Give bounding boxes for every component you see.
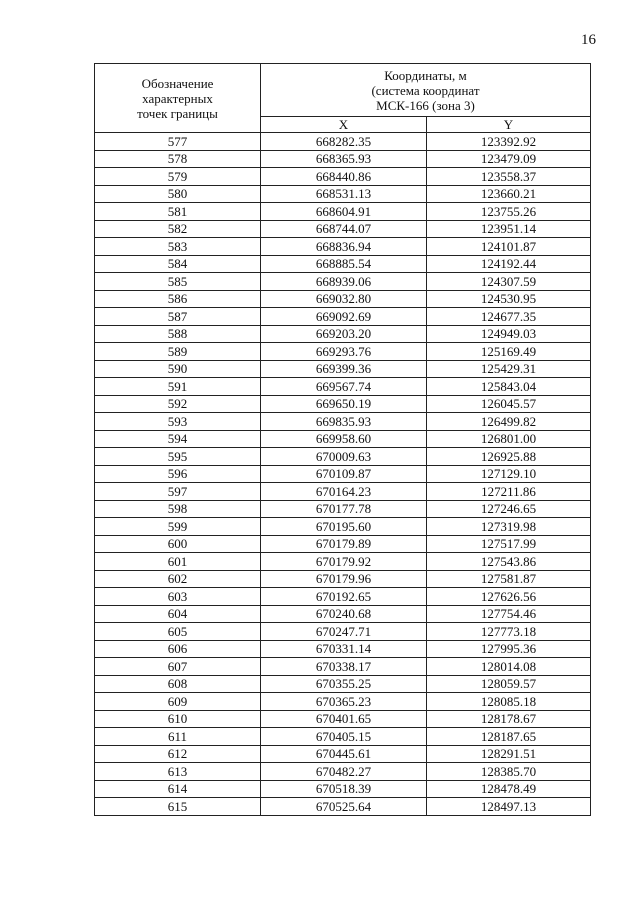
y-coordinate-cell: 128059.57 <box>427 675 591 693</box>
x-coordinate-cell: 669203.20 <box>261 325 427 343</box>
table-row <box>95 395 591 413</box>
point-cell: 588 <box>95 325 261 343</box>
table-row <box>95 220 591 238</box>
y-coordinate-cell: 124530.95 <box>427 290 591 308</box>
page-number: 16 <box>581 32 596 48</box>
x-coordinate-cell: 670240.68 <box>261 605 427 623</box>
table-row <box>95 413 591 431</box>
x-coordinate-cell: 668939.06 <box>261 273 427 291</box>
point-cell: 589 <box>95 343 261 361</box>
y-coordinate-cell: 128187.65 <box>427 728 591 746</box>
y-coordinate-cell: 124307.59 <box>427 273 591 291</box>
y-coordinate-cell: 126499.82 <box>427 413 591 431</box>
coords-header-line: МСК-166 (зона 3) <box>376 97 475 113</box>
y-coordinate-cell: 127211.86 <box>427 483 591 501</box>
y-column-header: Y <box>427 117 591 133</box>
x-coordinate-cell: 670164.23 <box>261 483 427 501</box>
x-coordinate-cell: 670179.89 <box>261 535 427 553</box>
x-coordinate-cell: 668836.94 <box>261 238 427 256</box>
y-coordinate-cell: 128497.13 <box>427 798 591 816</box>
y-coordinate-cell: 123951.14 <box>427 220 591 238</box>
point-cell: 578 <box>95 150 261 168</box>
point-cell: 611 <box>95 728 261 746</box>
table-row <box>95 570 591 588</box>
table-row <box>95 780 591 798</box>
point-cell: 604 <box>95 605 261 623</box>
table-row <box>95 465 591 483</box>
table-row <box>95 378 591 396</box>
point-cell: 591 <box>95 378 261 396</box>
point-cell: 606 <box>95 640 261 658</box>
table-row <box>95 360 591 378</box>
x-coordinate-cell: 670482.27 <box>261 763 427 781</box>
x-coordinate-cell: 668531.13 <box>261 185 427 203</box>
y-coordinate-cell: 123392.92 <box>427 133 591 151</box>
point-cell: 614 <box>95 780 261 798</box>
table-row <box>95 535 591 553</box>
x-coordinate-cell: 670405.15 <box>261 728 427 746</box>
y-coordinate-cell: 124677.35 <box>427 308 591 326</box>
point-cell: 580 <box>95 185 261 203</box>
x-coordinate-cell: 670179.96 <box>261 570 427 588</box>
y-coordinate-cell: 128085.18 <box>427 693 591 711</box>
point-cell: 603 <box>95 588 261 606</box>
y-coordinate-cell: 127754.46 <box>427 605 591 623</box>
x-coordinate-cell: 670179.92 <box>261 553 427 571</box>
coordinates-table <box>94 63 591 816</box>
y-coordinate-cell: 123479.09 <box>427 150 591 168</box>
table-row <box>95 728 591 746</box>
x-coordinate-cell: 670192.65 <box>261 588 427 606</box>
y-coordinate-cell: 124949.03 <box>427 325 591 343</box>
y-coordinate-cell: 127543.86 <box>427 553 591 571</box>
point-cell: 590 <box>95 360 261 378</box>
x-coordinate-cell: 670355.25 <box>261 675 427 693</box>
table-row <box>95 238 591 256</box>
y-coordinate-cell: 126045.57 <box>427 395 591 413</box>
x-coordinate-cell: 669958.60 <box>261 430 427 448</box>
point-cell: 587 <box>95 308 261 326</box>
x-column-header: X <box>261 117 427 133</box>
y-coordinate-cell: 125429.31 <box>427 360 591 378</box>
point-cell: 605 <box>95 623 261 641</box>
table-row <box>95 343 591 361</box>
point-cell: 583 <box>95 238 261 256</box>
table-header <box>95 64 591 133</box>
table-row <box>95 640 591 658</box>
x-coordinate-cell: 670518.39 <box>261 780 427 798</box>
point-header-line: характерных <box>142 90 213 106</box>
x-coordinate-cell: 668365.93 <box>261 150 427 168</box>
y-coordinate-cell: 127995.36 <box>427 640 591 658</box>
point-cell: 599 <box>95 518 261 536</box>
y-coordinate-cell: 124101.87 <box>427 238 591 256</box>
table-row <box>95 308 591 326</box>
x-coordinate-cell: 670177.78 <box>261 500 427 518</box>
point-cell: 608 <box>95 675 261 693</box>
y-coordinate-cell: 127129.10 <box>427 465 591 483</box>
y-coordinate-cell: 128014.08 <box>427 658 591 676</box>
table-row <box>95 500 591 518</box>
x-coordinate-cell: 670009.63 <box>261 448 427 466</box>
y-coordinate-cell: 127773.18 <box>427 623 591 641</box>
point-cell: 607 <box>95 658 261 676</box>
table-row <box>95 430 591 448</box>
y-coordinate-cell: 126801.00 <box>427 430 591 448</box>
x-coordinate-cell: 669650.19 <box>261 395 427 413</box>
point-cell: 613 <box>95 763 261 781</box>
coords-header-line: (система координат <box>371 82 480 98</box>
table-row <box>95 273 591 291</box>
point-cell: 610 <box>95 710 261 728</box>
y-coordinate-cell: 127246.65 <box>427 500 591 518</box>
y-coordinate-cell: 128385.70 <box>427 763 591 781</box>
point-cell: 586 <box>95 290 261 308</box>
point-cell: 585 <box>95 273 261 291</box>
table-row <box>95 745 591 763</box>
table-row <box>95 763 591 781</box>
x-coordinate-cell: 670525.64 <box>261 798 427 816</box>
point-cell: 597 <box>95 483 261 501</box>
table-row <box>95 325 591 343</box>
y-coordinate-cell: 124192.44 <box>427 255 591 273</box>
x-coordinate-cell: 669567.74 <box>261 378 427 396</box>
y-coordinate-cell: 123660.21 <box>427 185 591 203</box>
x-coordinate-cell: 668885.54 <box>261 255 427 273</box>
x-coordinate-cell: 668744.07 <box>261 220 427 238</box>
point-cell: 615 <box>95 798 261 816</box>
x-coordinate-cell: 670195.60 <box>261 518 427 536</box>
table-row <box>95 448 591 466</box>
table-row <box>95 150 591 168</box>
table-row <box>95 588 591 606</box>
point-cell: 595 <box>95 448 261 466</box>
table-row <box>95 710 591 728</box>
x-coordinate-cell: 670109.87 <box>261 465 427 483</box>
table-row <box>95 133 591 151</box>
point-cell: 577 <box>95 133 261 151</box>
x-coordinate-cell: 669835.93 <box>261 413 427 431</box>
table-row <box>95 185 591 203</box>
table-row <box>95 658 591 676</box>
x-coordinate-cell: 669399.36 <box>261 360 427 378</box>
point-cell: 579 <box>95 168 261 186</box>
point-cell: 612 <box>95 745 261 763</box>
x-coordinate-cell: 670331.14 <box>261 640 427 658</box>
table-body <box>95 133 591 816</box>
point-cell: 600 <box>95 535 261 553</box>
y-coordinate-cell: 126925.88 <box>427 448 591 466</box>
x-coordinate-cell: 670401.65 <box>261 710 427 728</box>
point-cell: 592 <box>95 395 261 413</box>
y-coordinate-cell: 127581.87 <box>427 570 591 588</box>
table-row <box>95 675 591 693</box>
table-row <box>95 483 591 501</box>
y-coordinate-cell: 125843.04 <box>427 378 591 396</box>
point-cell: 594 <box>95 430 261 448</box>
y-coordinate-cell: 128178.67 <box>427 710 591 728</box>
y-coordinate-cell: 128478.49 <box>427 780 591 798</box>
y-coordinate-cell: 123755.26 <box>427 203 591 221</box>
x-coordinate-cell: 670365.23 <box>261 693 427 711</box>
point-designation-header <box>95 64 261 133</box>
point-cell: 582 <box>95 220 261 238</box>
point-cell: 601 <box>95 553 261 571</box>
point-cell: 602 <box>95 570 261 588</box>
coords-header-line: Координаты, м <box>384 67 467 83</box>
point-cell: 598 <box>95 500 261 518</box>
x-coordinate-cell: 670445.61 <box>261 745 427 763</box>
table-row <box>95 203 591 221</box>
table-row <box>95 798 591 816</box>
table-row <box>95 168 591 186</box>
point-header-line: Обозначение <box>141 75 214 91</box>
x-coordinate-cell: 669092.69 <box>261 308 427 326</box>
x-coordinate-cell: 669032.80 <box>261 290 427 308</box>
point-cell: 581 <box>95 203 261 221</box>
point-header-line: точек границы <box>137 105 218 121</box>
x-coordinate-cell: 668440.86 <box>261 168 427 186</box>
table-row <box>95 518 591 536</box>
x-coordinate-cell: 669293.76 <box>261 343 427 361</box>
table-row <box>95 623 591 641</box>
table-row <box>95 290 591 308</box>
table-row <box>95 693 591 711</box>
point-cell: 584 <box>95 255 261 273</box>
y-coordinate-cell: 127319.98 <box>427 518 591 536</box>
point-cell: 596 <box>95 465 261 483</box>
x-coordinate-cell: 668282.35 <box>261 133 427 151</box>
y-coordinate-cell: 128291.51 <box>427 745 591 763</box>
table-row <box>95 553 591 571</box>
y-coordinate-cell: 123558.37 <box>427 168 591 186</box>
table-row <box>95 605 591 623</box>
table-row <box>95 255 591 273</box>
x-coordinate-cell: 670247.71 <box>261 623 427 641</box>
point-cell: 593 <box>95 413 261 431</box>
y-coordinate-cell: 127626.56 <box>427 588 591 606</box>
x-coordinate-cell: 670338.17 <box>261 658 427 676</box>
point-cell: 609 <box>95 693 261 711</box>
x-coordinate-cell: 668604.91 <box>261 203 427 221</box>
y-coordinate-cell: 125169.49 <box>427 343 591 361</box>
y-coordinate-cell: 127517.99 <box>427 535 591 553</box>
coordinates-header <box>261 64 591 117</box>
